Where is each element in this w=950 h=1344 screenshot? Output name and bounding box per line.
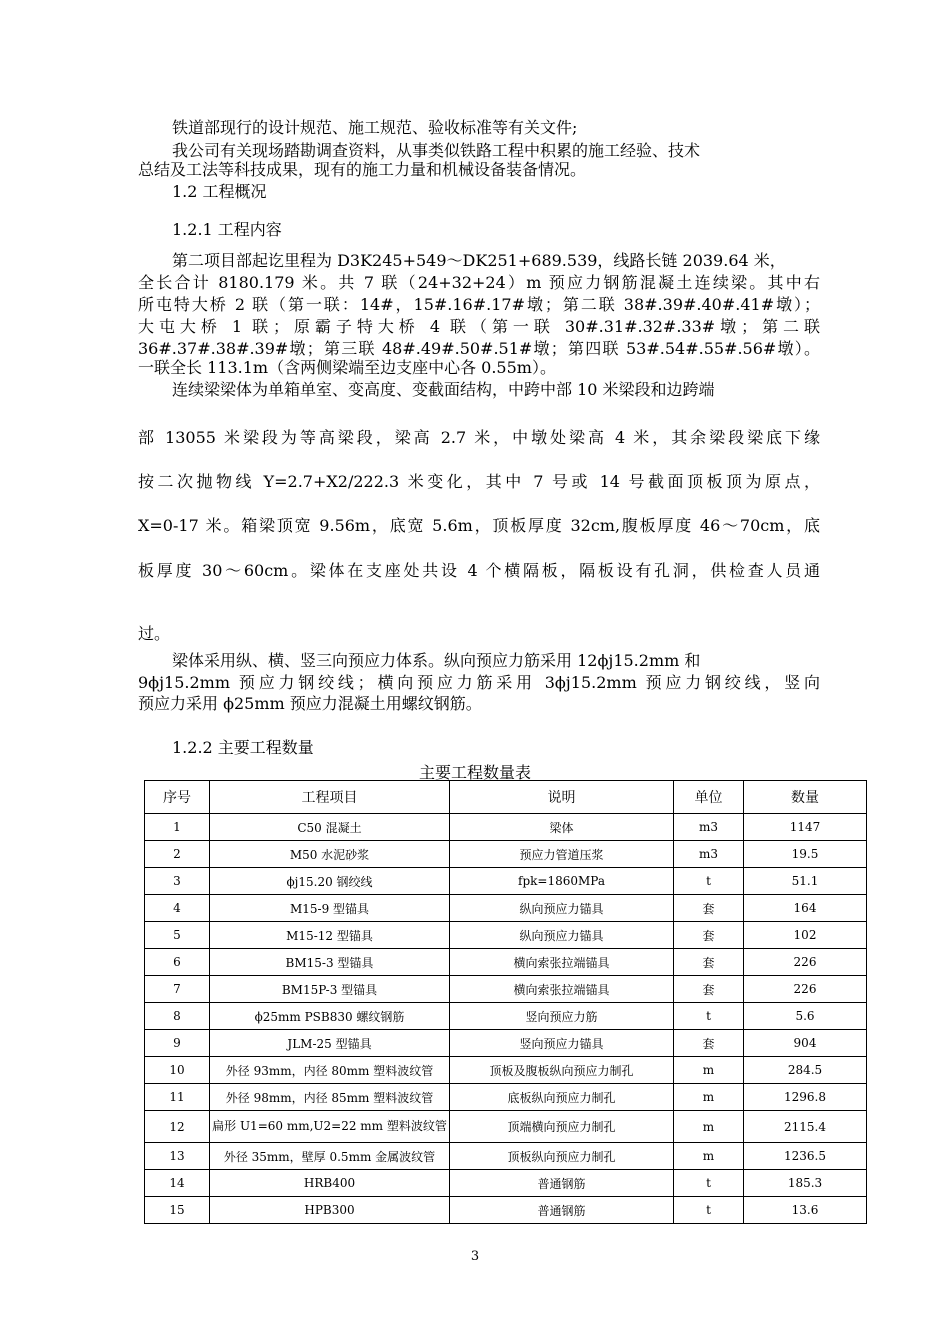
paragraph-line: 第二项目部起讫里程为 D3K245+549～DK251+689.539，线路长链 2039.64 米， bbox=[172, 251, 786, 270]
cell-unit: m3 bbox=[674, 814, 744, 841]
paragraph-line: 9ϕj15.2mm 预应力钢绞线；横向预应力筋采用 3ϕj15.2mm 预应力钢绞线，竖向 bbox=[138, 673, 820, 692]
paragraph-line: 36#.37#.38#.39#墩；第三联 48#.49#.50#.51#墩；第四联 53#.54#.55#.56#墩）。 bbox=[138, 339, 820, 358]
cell-quantity: 102 bbox=[744, 922, 867, 949]
cell-quantity: 2115.4 bbox=[744, 1111, 867, 1143]
subsection-heading: 1.2.2 主要工程数量 bbox=[172, 738, 314, 757]
column-header-quantity: 数量 bbox=[744, 781, 867, 814]
cell-description: 竖向预应力筋 bbox=[450, 1003, 674, 1030]
cell-unit: 套 bbox=[674, 949, 744, 976]
cell-item: 扁形 U1=60 mm,U2=22 mm 塑料波纹管 bbox=[210, 1111, 450, 1143]
paragraph-line: 梁体采用纵、横、竖三向预应力体系。纵向预应力筋采用 12ϕj15.2mm 和 bbox=[172, 651, 701, 670]
table-row bbox=[145, 841, 867, 868]
cell-description: 顶端横向预应力制孔 bbox=[450, 1111, 674, 1143]
cell-item: BM15-3 型锚具 bbox=[210, 949, 450, 976]
cell-index: 10 bbox=[145, 1057, 210, 1084]
cell-unit: 套 bbox=[674, 976, 744, 1003]
cell-description: 横向索张拉端锚具 bbox=[450, 976, 674, 1003]
paragraph-line: 全长合计 8180.179 米。共 7 联（24+32+24）m 预应力钢筋混凝土连续梁。其中右 bbox=[138, 273, 820, 292]
section-heading: 1.2 工程概况 bbox=[172, 182, 267, 201]
cell-index: 3 bbox=[145, 868, 210, 895]
cell-unit: 套 bbox=[674, 922, 744, 949]
column-header-unit: 单位 bbox=[674, 781, 744, 814]
cell-description: 梁体 bbox=[450, 814, 674, 841]
table-row bbox=[145, 949, 867, 976]
cell-quantity: 185.3 bbox=[744, 1170, 867, 1197]
cell-index: 6 bbox=[145, 949, 210, 976]
table-row bbox=[145, 1170, 867, 1197]
cell-unit: t bbox=[674, 1003, 744, 1030]
table-title: 主要工程数量表 bbox=[418, 763, 531, 782]
table-row bbox=[145, 895, 867, 922]
table-row bbox=[145, 1111, 867, 1143]
paragraph-line: 总结及工法等科技成果，现有的施工力量和机械设备装备情况。 bbox=[138, 160, 587, 179]
table-row bbox=[145, 1030, 867, 1057]
paragraph-line: 铁道部现行的设计规范、施工规范、验收标准等有关文件; bbox=[172, 118, 578, 137]
table-row bbox=[145, 922, 867, 949]
cell-unit: m bbox=[674, 1111, 744, 1143]
paragraph-line: 部 13055 米梁段为等高梁段，梁高 2.7 米，中墩处梁高 4 米，其余梁段梁底下缘 bbox=[138, 428, 820, 447]
table-row bbox=[145, 1197, 867, 1224]
cell-unit: t bbox=[674, 1197, 744, 1224]
cell-unit: m bbox=[674, 1143, 744, 1170]
cell-description: 顶板及腹板纵向预应力制孔 bbox=[450, 1057, 674, 1084]
cell-item: M50 水泥砂浆 bbox=[210, 841, 450, 868]
paragraph-line: 预应力采用 ϕ25mm 预应力混凝土用螺纹钢筋。 bbox=[138, 694, 482, 713]
table-row bbox=[145, 814, 867, 841]
cell-index: 11 bbox=[145, 1084, 210, 1111]
cell-item: C50 混凝土 bbox=[210, 814, 450, 841]
cell-index: 13 bbox=[145, 1143, 210, 1170]
paragraph-line: 所屯特大桥 2 联（第一联：14#，15#.16#.17#墩；第二联 38#.39#.40#.41#墩）； bbox=[138, 295, 820, 314]
column-header-description: 说明 bbox=[450, 781, 674, 814]
quantity-table bbox=[144, 780, 867, 1224]
cell-index: 15 bbox=[145, 1197, 210, 1224]
paragraph-line: 板厚度 30～60cm。梁体在支座处共设 4 个横隔板，隔板设有孔洞，供检查人员通 bbox=[138, 561, 820, 580]
table-row bbox=[145, 1084, 867, 1111]
cell-quantity: 226 bbox=[744, 976, 867, 1003]
cell-index: 14 bbox=[145, 1170, 210, 1197]
paragraph-line: 过。 bbox=[138, 624, 171, 643]
table-row bbox=[145, 1057, 867, 1084]
cell-quantity: 5.6 bbox=[744, 1003, 867, 1030]
cell-description: 普通钢筋 bbox=[450, 1197, 674, 1224]
cell-unit: m bbox=[674, 1057, 744, 1084]
cell-unit: 套 bbox=[674, 1030, 744, 1057]
cell-quantity: 19.5 bbox=[744, 841, 867, 868]
cell-unit: t bbox=[674, 868, 744, 895]
cell-description: 纵向预应力锚具 bbox=[450, 895, 674, 922]
cell-index: 8 bbox=[145, 1003, 210, 1030]
paragraph-line: 我公司有关现场踏勘调查资料，从事类似铁路工程中积累的施工经验、技术 bbox=[172, 141, 701, 160]
paragraph-line: 一联全长 113.1m（含两侧梁端至边支座中心各 0.55m）。 bbox=[138, 358, 556, 377]
cell-item: ϕ25mm PSB830 螺纹钢筋 bbox=[210, 1003, 450, 1030]
cell-quantity: 284.5 bbox=[744, 1057, 867, 1084]
cell-description: 顶板纵向预应力制孔 bbox=[450, 1143, 674, 1170]
column-header-index: 序号 bbox=[145, 781, 210, 814]
column-header-item: 工程项目 bbox=[210, 781, 450, 814]
paragraph-line: 按二次抛物线 Y=2.7+X2/222.3 米变化，其中 7 号或 14 号截面顶板顶为原点， bbox=[138, 472, 820, 491]
cell-quantity: 904 bbox=[744, 1030, 867, 1057]
table-header-row bbox=[145, 781, 867, 814]
cell-description: 纵向预应力锚具 bbox=[450, 922, 674, 949]
cell-index: 5 bbox=[145, 922, 210, 949]
cell-unit: t bbox=[674, 1170, 744, 1197]
cell-description: 底板纵向预应力制孔 bbox=[450, 1084, 674, 1111]
cell-description: 普通钢筋 bbox=[450, 1170, 674, 1197]
cell-item: 外径 98mm，内径 85mm 塑料波纹管 bbox=[210, 1084, 450, 1111]
cell-description: 预应力管道压浆 bbox=[450, 841, 674, 868]
cell-description: 横向索张拉端锚具 bbox=[450, 949, 674, 976]
cell-index: 1 bbox=[145, 814, 210, 841]
paragraph-line: X=0-17 米。箱梁顶宽 9.56m，底宽 5.6m，顶板厚度 32cm,腹板厚度 46～70cm，底 bbox=[138, 516, 820, 535]
table-row bbox=[145, 1003, 867, 1030]
table-row bbox=[145, 1143, 867, 1170]
cell-quantity: 1296.8 bbox=[744, 1084, 867, 1111]
paragraph-line: 连续梁梁体为单箱单室、变高度、变截面结构，中跨中部 10 米梁段和边跨端 bbox=[172, 380, 715, 399]
table-row bbox=[145, 868, 867, 895]
cell-unit: m bbox=[674, 1084, 744, 1111]
cell-index: 2 bbox=[145, 841, 210, 868]
cell-item: BM15P-3 型锚具 bbox=[210, 976, 450, 1003]
subsection-heading: 1.2.1 工程内容 bbox=[172, 220, 282, 239]
cell-index: 12 bbox=[145, 1111, 210, 1143]
cell-item: HPB300 bbox=[210, 1197, 450, 1224]
cell-item: 外径 93mm，内径 80mm 塑料波纹管 bbox=[210, 1057, 450, 1084]
cell-item: 外径 35mm，壁厚 0.5mm 金属波纹管 bbox=[210, 1143, 450, 1170]
cell-description: fpk=1860MPa bbox=[450, 868, 674, 895]
cell-quantity: 51.1 bbox=[744, 868, 867, 895]
cell-quantity: 226 bbox=[744, 949, 867, 976]
page-number: 3 bbox=[470, 1249, 480, 1264]
cell-item: M15-12 型锚具 bbox=[210, 922, 450, 949]
cell-quantity: 13.6 bbox=[744, 1197, 867, 1224]
table-row bbox=[145, 976, 867, 1003]
cell-item: HRB400 bbox=[210, 1170, 450, 1197]
cell-index: 7 bbox=[145, 976, 210, 1003]
cell-description: 竖向预应力锚具 bbox=[450, 1030, 674, 1057]
cell-quantity: 164 bbox=[744, 895, 867, 922]
cell-index: 4 bbox=[145, 895, 210, 922]
cell-item: JLM-25 型锚具 bbox=[210, 1030, 450, 1057]
paragraph-line: 大屯大桥 1 联；原霸子特大桥 4 联（第一联 30#.31#.32#.33#墩；第二联 bbox=[138, 317, 820, 336]
cell-item: M15-9 型锚具 bbox=[210, 895, 450, 922]
cell-quantity: 1236.5 bbox=[744, 1143, 867, 1170]
cell-quantity: 1147 bbox=[744, 814, 867, 841]
cell-unit: 套 bbox=[674, 895, 744, 922]
cell-item: ϕj15.20 钢绞线 bbox=[210, 868, 450, 895]
cell-unit: m3 bbox=[674, 841, 744, 868]
cell-index: 9 bbox=[145, 1030, 210, 1057]
